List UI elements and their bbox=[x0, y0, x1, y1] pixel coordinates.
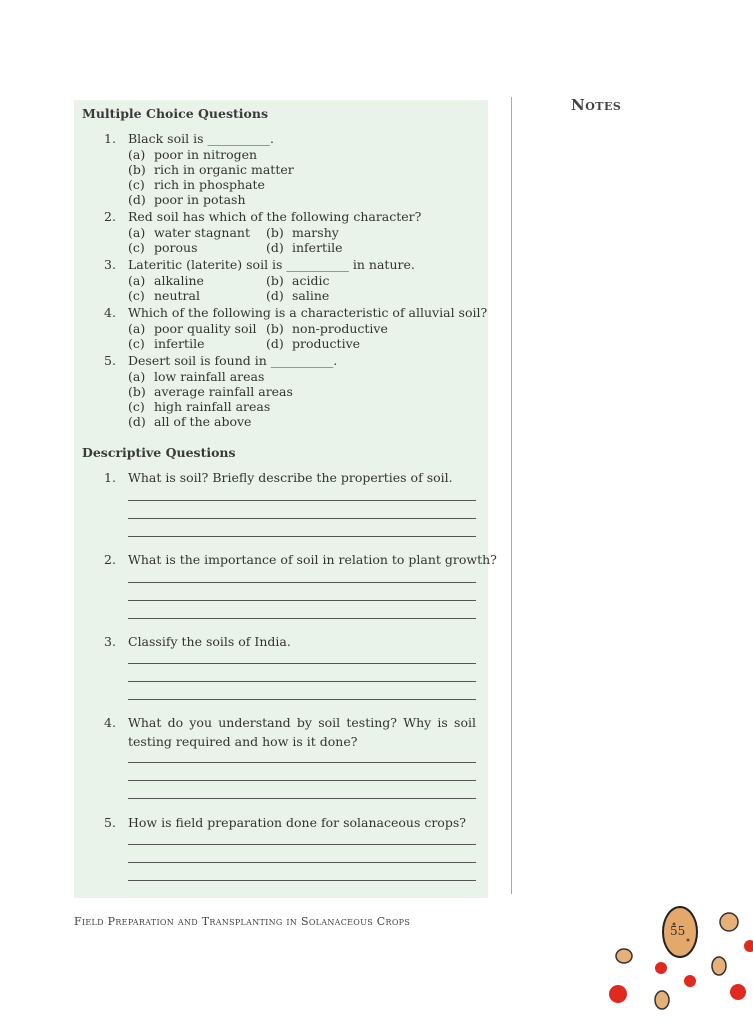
answer-line[interactable] bbox=[128, 663, 476, 664]
option: (d) poor in potash bbox=[128, 192, 246, 207]
option: (a) poor quality soil bbox=[128, 321, 257, 336]
question-number: 2. bbox=[104, 209, 116, 224]
answer-line[interactable] bbox=[128, 681, 476, 682]
question-text bbox=[128, 715, 476, 730]
question-text: Red soil has which of the following character? bbox=[128, 209, 422, 224]
option: (a) alkaline bbox=[128, 273, 204, 288]
answer-line[interactable] bbox=[128, 582, 476, 583]
answer-line[interactable] bbox=[128, 798, 476, 799]
answer-line[interactable] bbox=[128, 500, 476, 501]
question-text: Which of the following is a characteristic of alluvial soil? bbox=[128, 305, 488, 320]
question-text: What is soil? Briefly describe the properties of soil. bbox=[128, 470, 453, 485]
answer-line[interactable] bbox=[128, 780, 476, 781]
potato-icon bbox=[720, 913, 738, 931]
question-number: 4. bbox=[104, 305, 116, 320]
tomato-icon bbox=[730, 984, 746, 1000]
tomato-icon bbox=[655, 962, 667, 974]
potato-icon bbox=[655, 991, 669, 1009]
question-text: Desert soil is found in __________. bbox=[128, 353, 338, 368]
option: (c) neutral bbox=[128, 288, 200, 303]
answer-line[interactable] bbox=[128, 618, 476, 619]
answer-line[interactable] bbox=[128, 536, 476, 537]
option: (b) rich in organic matter bbox=[128, 162, 294, 177]
mcq-heading: Multiple Choice Questions bbox=[82, 106, 268, 121]
question-number: 5. bbox=[104, 815, 116, 830]
question-number: 3. bbox=[104, 257, 116, 272]
tomato-icon bbox=[684, 975, 696, 987]
option: (c) rich in phosphate bbox=[128, 177, 265, 192]
option: (b) acidic bbox=[266, 273, 330, 288]
option: (c) high rainfall areas bbox=[128, 399, 271, 414]
question-text: Black soil is __________. bbox=[128, 131, 274, 146]
answer-line[interactable] bbox=[128, 600, 476, 601]
page-number: 55 bbox=[670, 924, 686, 938]
question-number: 4. bbox=[104, 715, 116, 730]
tomato-icon bbox=[609, 985, 627, 1003]
question-number: 1. bbox=[104, 470, 116, 485]
option: (d) saline bbox=[266, 288, 330, 303]
question-text: What is the importance of soil in relation to plant growth? bbox=[128, 552, 497, 567]
question-number: 5. bbox=[104, 353, 116, 368]
question-text: Lateritic (laterite) soil is __________ in nature. bbox=[128, 257, 415, 272]
question-number: 1. bbox=[104, 131, 116, 146]
notes-heading: Notes bbox=[571, 96, 622, 114]
potato-icon bbox=[712, 957, 726, 975]
answer-line[interactable] bbox=[128, 880, 476, 881]
running-footer: Field Preparation and Transplanting in Solanaceous Crops bbox=[74, 915, 411, 928]
option: (a) poor in nitrogen bbox=[128, 147, 258, 162]
option: (c) infertile bbox=[128, 336, 205, 351]
question-text-line: testing required and how is it done? bbox=[128, 734, 358, 749]
answer-line[interactable] bbox=[128, 844, 476, 845]
question-text-line: What do you understand by soil testing? Why is soil bbox=[128, 715, 476, 730]
answer-line[interactable] bbox=[128, 862, 476, 863]
question-text: How is field preparation done for solanaceous crops? bbox=[128, 815, 466, 830]
option: (b) non-productive bbox=[266, 321, 388, 336]
option: (d) all of the above bbox=[128, 414, 252, 429]
option: (d) productive bbox=[266, 336, 361, 351]
notes-divider bbox=[511, 97, 512, 894]
descriptive-heading: Descriptive Questions bbox=[82, 445, 236, 460]
question-number: 3. bbox=[104, 634, 116, 649]
answer-line[interactable] bbox=[128, 762, 476, 763]
option: (b) average rainfall areas bbox=[128, 384, 293, 399]
option: (b) marshy bbox=[266, 225, 339, 240]
question-number: 2. bbox=[104, 552, 116, 567]
answer-line[interactable] bbox=[128, 699, 476, 700]
option: (a) water stagnant bbox=[128, 225, 250, 240]
vegetables-illustration bbox=[600, 900, 753, 1024]
option: (a) low rainfall areas bbox=[128, 369, 265, 384]
option: (d) infertile bbox=[266, 240, 343, 255]
answer-line[interactable] bbox=[128, 518, 476, 519]
potato-icon bbox=[616, 949, 632, 963]
option: (c) porous bbox=[128, 240, 198, 255]
question-text: Classify the soils of India. bbox=[128, 634, 291, 649]
tomato-icon bbox=[744, 940, 753, 952]
